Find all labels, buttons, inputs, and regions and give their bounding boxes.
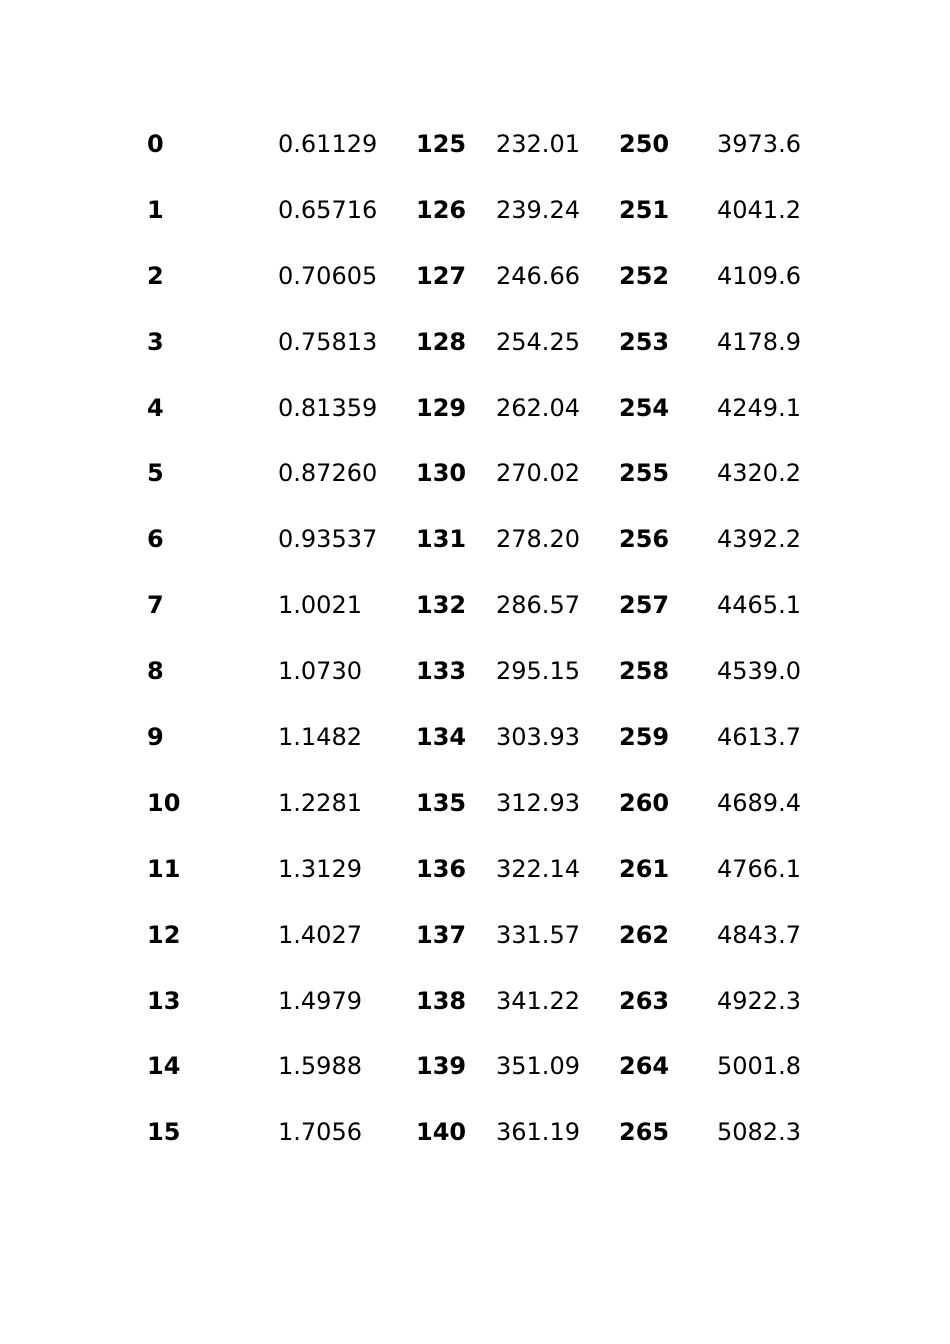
table-row — [0, 645, 950, 711]
cell-value-c: 4320.2 — [717, 459, 801, 488]
cell-index-b: 137 — [416, 920, 467, 949]
cell-value-c: 4922.3 — [717, 986, 801, 1015]
cell-value-a: 0.70605 — [278, 261, 378, 290]
cell-value-a: 0.75813 — [278, 327, 378, 356]
cell-value-b: 232.01 — [496, 130, 580, 158]
cell-value-b: 286.57 — [496, 591, 580, 620]
cell-index-a: 3 — [147, 327, 164, 356]
cell-value-c: 4392.2 — [717, 525, 801, 554]
cell-value-c: 5082.3 — [717, 1118, 801, 1147]
cell-value-b: 351.09 — [496, 1052, 580, 1081]
cell-index-b: 131 — [416, 525, 467, 554]
cell-index-c: 258 — [619, 657, 670, 686]
cell-value-b: 312.93 — [496, 788, 580, 817]
table-row — [0, 447, 950, 513]
cell-value-c: 4465.1 — [717, 591, 801, 620]
cell-value-c: 4843.7 — [717, 920, 801, 949]
cell-index-a: 9 — [147, 723, 164, 752]
cell-index-a: 10 — [147, 788, 181, 817]
cell-index-c: 261 — [619, 854, 670, 883]
cell-value-b: 303.93 — [496, 723, 580, 752]
cell-value-c: 4539.0 — [717, 657, 801, 686]
cell-value-b: 254.25 — [496, 327, 580, 356]
table-row — [0, 1040, 950, 1106]
cell-value-a: 1.5988 — [278, 1052, 362, 1081]
cell-index-b: 125 — [416, 130, 467, 158]
cell-index-a: 15 — [147, 1118, 181, 1147]
cell-value-b: 246.66 — [496, 261, 580, 290]
cell-value-a: 1.2281 — [278, 788, 362, 817]
cell-index-c: 262 — [619, 920, 670, 949]
cell-value-c: 4178.9 — [717, 327, 801, 356]
table-row — [0, 711, 950, 777]
cell-value-a: 0.81359 — [278, 393, 378, 422]
cell-index-b: 128 — [416, 327, 467, 356]
table-row — [0, 316, 950, 382]
cell-index-c: 255 — [619, 459, 670, 488]
cell-index-b: 134 — [416, 723, 467, 752]
cell-index-b: 130 — [416, 459, 467, 488]
table-row — [0, 184, 950, 250]
cell-value-a: 1.0021 — [278, 591, 362, 620]
table-row — [0, 909, 950, 975]
cell-index-b: 136 — [416, 854, 467, 883]
cell-index-c: 265 — [619, 1118, 670, 1147]
cell-value-b: 278.20 — [496, 525, 580, 554]
cell-index-c: 257 — [619, 591, 670, 620]
table-row — [0, 579, 950, 645]
cell-index-b: 140 — [416, 1118, 467, 1147]
table-row — [0, 843, 950, 909]
cell-index-b: 132 — [416, 591, 467, 620]
cell-index-c: 252 — [619, 261, 670, 290]
cell-index-c: 260 — [619, 788, 670, 817]
cell-value-a: 0.87260 — [278, 459, 378, 488]
cell-index-b: 133 — [416, 657, 467, 686]
cell-value-b: 295.15 — [496, 657, 580, 686]
cell-index-a: 7 — [147, 591, 164, 620]
cell-value-a: 1.1482 — [278, 723, 362, 752]
cell-value-c: 4613.7 — [717, 723, 801, 752]
cell-index-a: 1 — [147, 195, 164, 224]
cell-value-a: 0.65716 — [278, 195, 378, 224]
cell-index-a: 6 — [147, 525, 164, 554]
cell-index-c: 256 — [619, 525, 670, 554]
cell-value-c: 4109.6 — [717, 261, 801, 290]
cell-index-b: 129 — [416, 393, 467, 422]
table-row — [0, 118, 950, 184]
cell-value-c: 4689.4 — [717, 788, 801, 817]
cell-value-a: 1.4027 — [278, 920, 362, 949]
cell-index-b: 138 — [416, 986, 467, 1015]
table-row — [0, 250, 950, 316]
cell-index-a: 14 — [147, 1052, 181, 1081]
table-row — [0, 513, 950, 579]
cell-index-b: 126 — [416, 195, 467, 224]
cell-index-a: 5 — [147, 459, 164, 488]
cell-index-c: 251 — [619, 195, 670, 224]
cell-value-b: 341.22 — [496, 986, 580, 1015]
table-row — [0, 382, 950, 448]
cell-index-b: 127 — [416, 261, 467, 290]
cell-value-c: 3973.6 — [717, 130, 801, 158]
cell-index-b: 135 — [416, 788, 467, 817]
cell-value-b: 262.04 — [496, 393, 580, 422]
cell-value-c: 4249.1 — [717, 393, 801, 422]
cell-index-a: 13 — [147, 986, 181, 1015]
cell-index-a: 2 — [147, 261, 164, 290]
cell-value-b: 270.02 — [496, 459, 580, 488]
cell-index-c: 250 — [619, 130, 670, 158]
cell-index-a: 12 — [147, 920, 181, 949]
cell-index-c: 254 — [619, 393, 670, 422]
cell-index-a: 11 — [147, 854, 181, 883]
cell-value-a: 1.7056 — [278, 1118, 362, 1147]
table-row — [0, 777, 950, 843]
cell-value-b: 361.19 — [496, 1118, 580, 1147]
cell-value-a: 0.61129 — [278, 130, 378, 158]
cell-value-a: 1.0730 — [278, 657, 362, 686]
data-table — [0, 118, 950, 1172]
cell-index-a: 0 — [147, 130, 164, 158]
cell-value-b: 331.57 — [496, 920, 580, 949]
cell-index-a: 8 — [147, 657, 164, 686]
cell-value-a: 0.93537 — [278, 525, 378, 554]
cell-value-b: 322.14 — [496, 854, 580, 883]
cell-index-c: 264 — [619, 1052, 670, 1081]
cell-value-a: 1.4979 — [278, 986, 362, 1015]
cell-value-b: 239.24 — [496, 195, 580, 224]
cell-index-c: 263 — [619, 986, 670, 1015]
table-row — [0, 975, 950, 1041]
cell-index-b: 139 — [416, 1052, 467, 1081]
table-row — [0, 1106, 950, 1172]
cell-value-c: 4766.1 — [717, 854, 801, 883]
cell-value-c: 4041.2 — [717, 195, 801, 224]
cell-value-c: 5001.8 — [717, 1052, 801, 1081]
cell-index-c: 253 — [619, 327, 670, 356]
cell-index-a: 4 — [147, 393, 164, 422]
cell-index-c: 259 — [619, 723, 670, 752]
cell-value-a: 1.3129 — [278, 854, 362, 883]
